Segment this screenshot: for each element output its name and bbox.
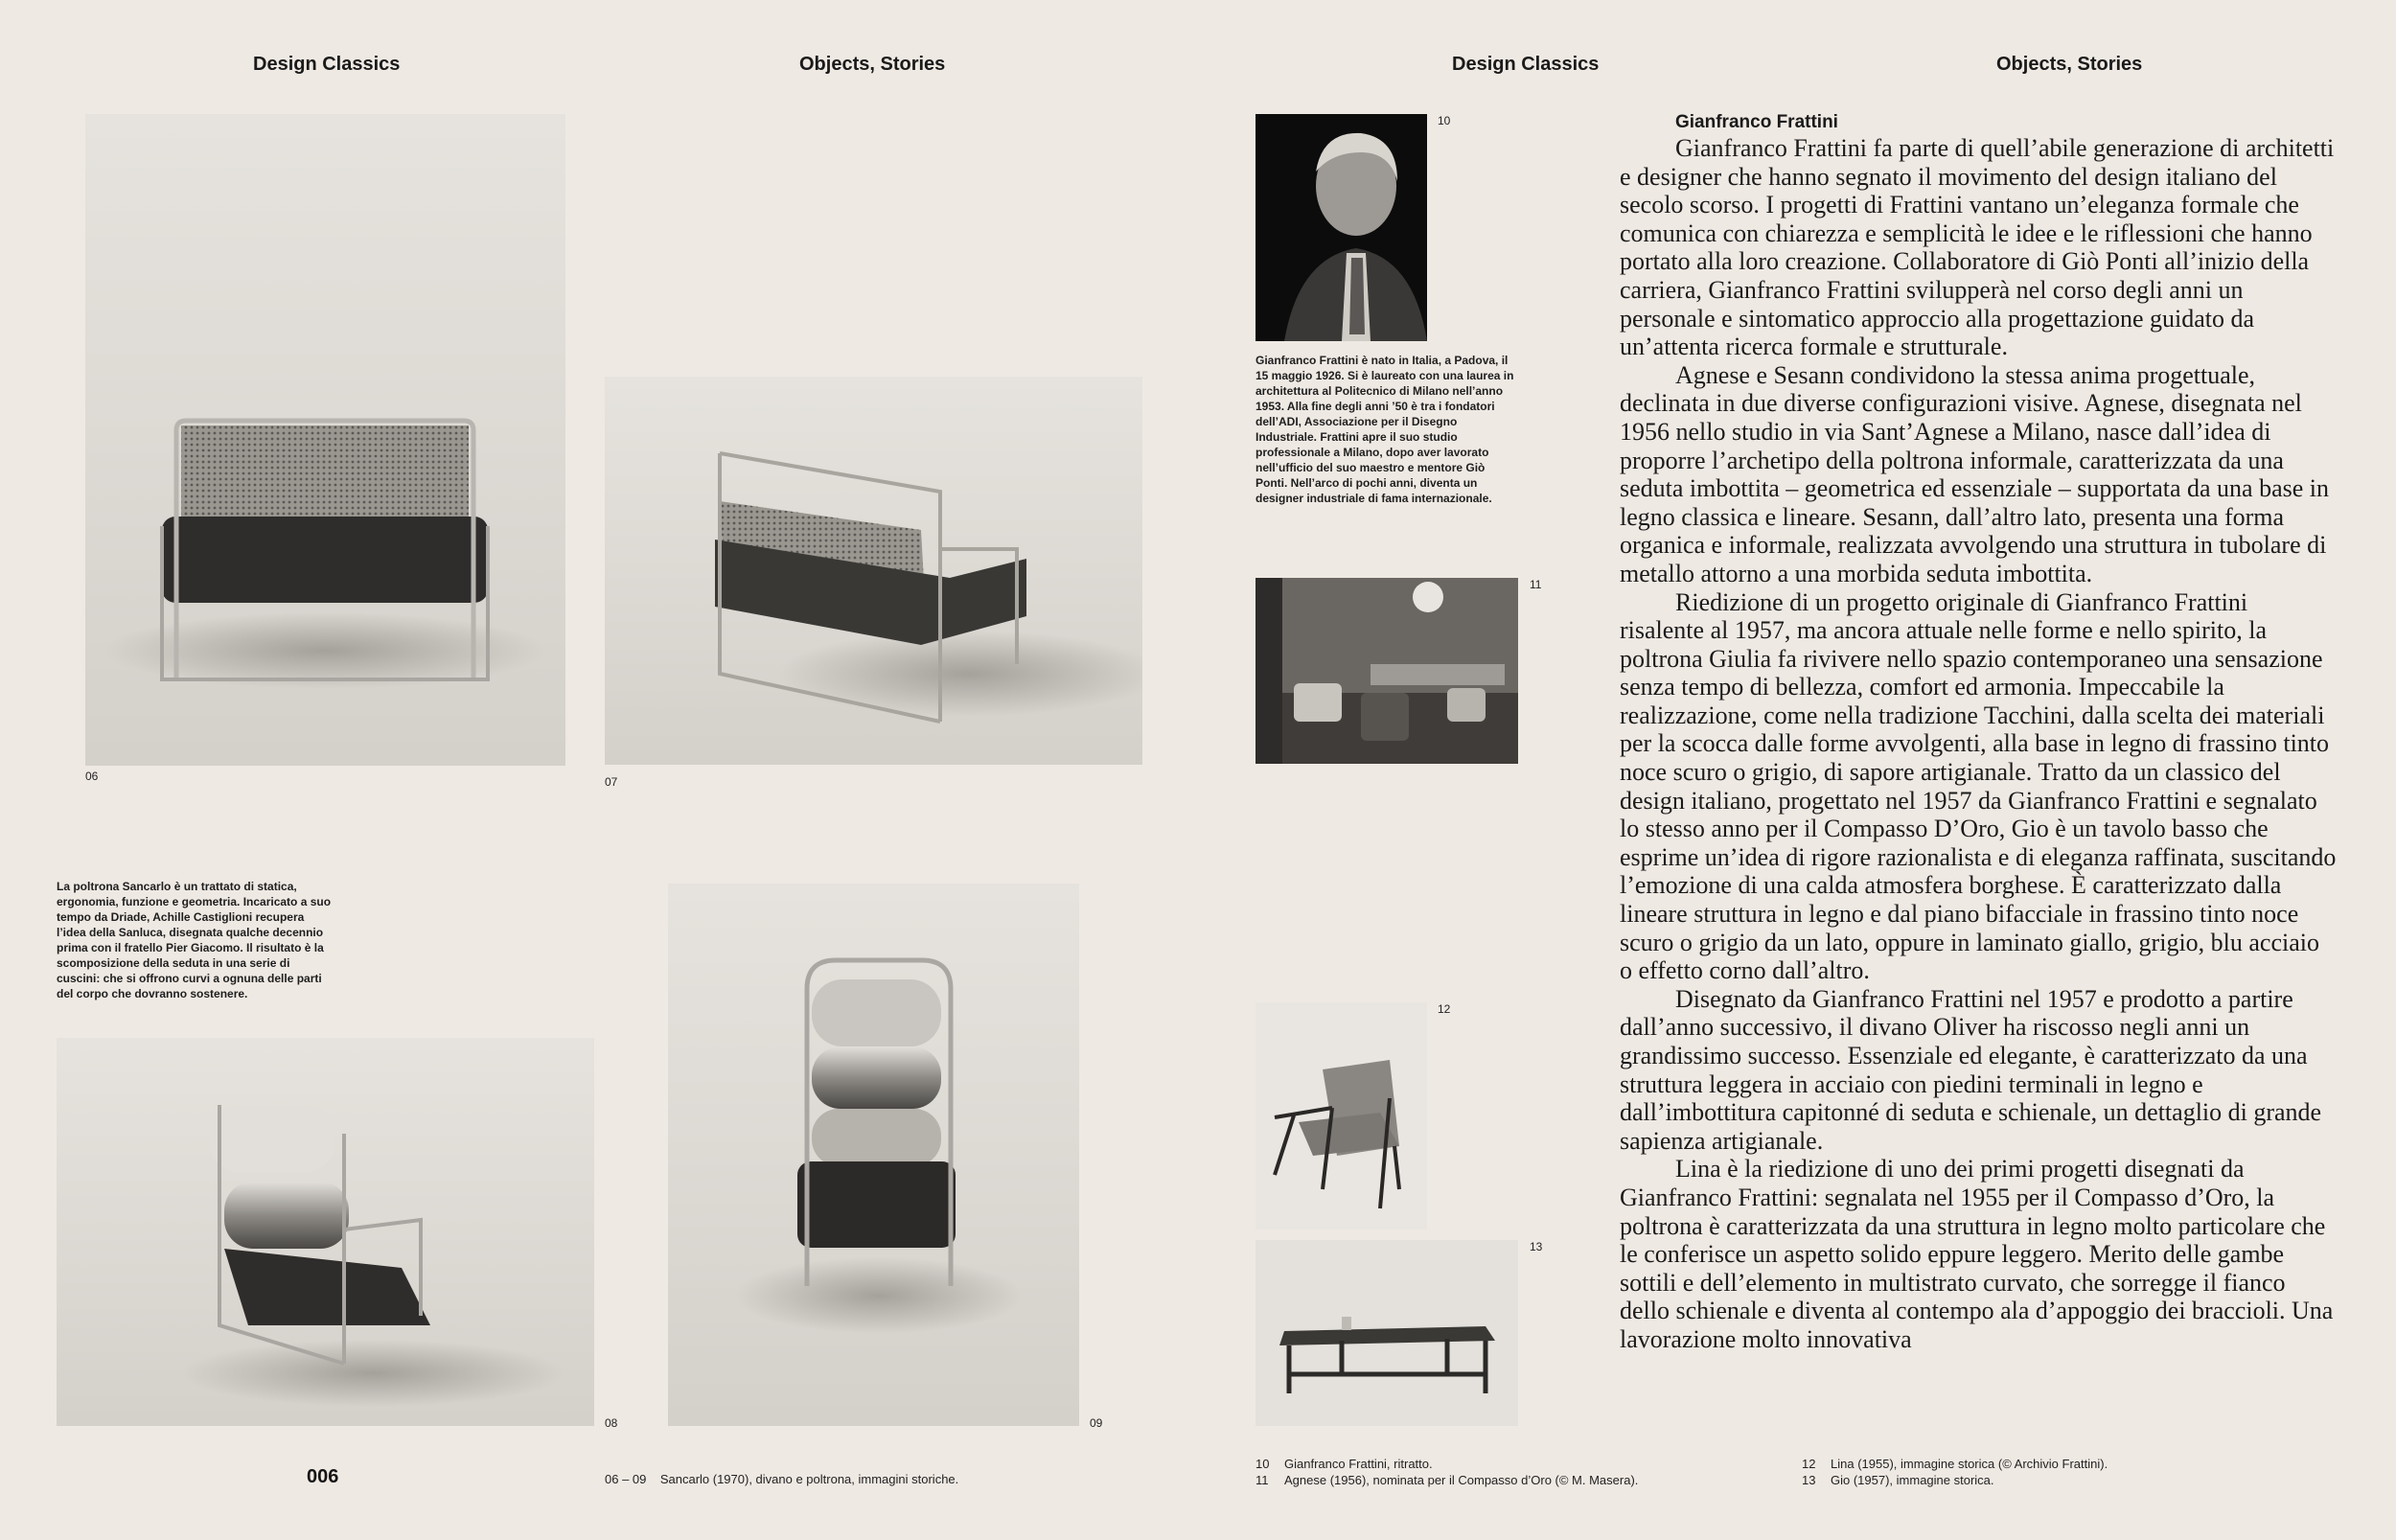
article-paragraph-1: Gianfranco Frattini fa parte di quell’abile generazione di architetti e designer che hanno segnato il movimento del design italiano del secolo scorso. I progetti di Frattini vantano un’eleganza formale che comunica con chiarezza e semplicità le idee e le riflessioni che hanno portato alla loro creazione. Collaboratore di Giò Ponti all’inizio della carriera, Gianfranco Frattini svilupperà nel corso degli anni un personale e sintomatico approccio alla progettazione guidato da un’attenta ricerca formale e strutturale. — [1620, 134, 2335, 361]
header-left-objects-stories: Objects, Stories — [799, 54, 946, 75]
caption-06-09-text: Sancarlo (1970), divano e poltrona, immagini storiche. — [659, 1472, 959, 1486]
photo-sancarlo-armchair-front — [668, 884, 1079, 1426]
article-paragraph-2: Agnese e Sesann condividono la stessa anima progettuale, declinata in due diverse configurazioni visive. Agnese, disegnata nel 1956 nello studio in via Sant’Agnese a Milano, nasce dall’idea di proporre l’archetipo della poltrona informale, caratterizzata da una seduta imbottita – geometrica ed essenziale – supportata da una base in legno classica e lineare. Sesann, dall’altro lato, presenta una forma organica e informale, realizzata avvolgendo una struttura in tubolare di metallo attorno a una morbida seduta imbottita. — [1620, 360, 2330, 587]
sancarlo-description: La poltrona Sancarlo è un trattato di statica, ergonomia, funzione e geometria. Incaricato a suo tempo da Driade, Achille Castiglioni recupera l’idea della Sanluca, disegnata qualche decennio prima con il fratello Pier Giacomo. Il risultato è la scomposizione della seduta in una serie di cuscini: che si offrono curvi a ognuna delle parti del corpo che dovranno sostenere. — [57, 880, 332, 1000]
caption-10: 10 Gianfranco Frattini, ritratto. — [1256, 1457, 1433, 1471]
figure-number-07: 07 — [605, 775, 618, 789]
caption-13: 13 Gio (1957), immagine storica. — [1802, 1473, 1994, 1487]
article-paragraph-4: Disegnato da Gianfranco Frattini nel 1957 e prodotto a partire dall’anno successivo, il divano Oliver ha riscosso negli anni un grandissimo successo. Essenziale ed elegante, è caratterizzato da una struttura leggera in acciaio con piedini terminali in legno e dall’imbottitura capitonné di seduta e schienale, un dettaglio di grande sapienza artigianale. — [1620, 984, 2322, 1155]
figure-number-08: 08 — [605, 1416, 618, 1430]
figure-number-13: 13 — [1530, 1240, 1543, 1253]
caption-06-09 — [605, 1471, 958, 1487]
frattini-biography: Gianfranco Frattini è nato in Italia, a Padova, il 15 maggio 1926. Si è laureato con una laurea in architettura al Politecnico di Milano nell’anno 1953. Alla fine degli anni ’50 è tra i fondatori dell’ADI, Associazione per il Disegno Industriale. Frattini apre il suo studio professionale a Milano, dopo aver lavorato nell’ufficio del suo maestro e mentore Giò Ponti. Nell’arco di pochi anni, diventa un designer industriale di fama internazionale. — [1256, 354, 1514, 505]
figure-number-11: 11 — [1530, 578, 1542, 591]
photo-sancarlo-armchair-side — [57, 1038, 594, 1426]
figure-number-06: 06 — [85, 770, 99, 783]
article-paragraph-3: Riedizione di un progetto originale di Gianfranco Frattini risalente al 1957, ma ancora attuale nelle forme e nello spirito, la poltrona Giulia fa rivivere nello spazio contemporaneo una sensazione senza tempo di bellezza, comfort ed armonia. Impeccabile la realizzazione, come nella tradizione Tacchini, dalla scelta dei materiali per la scocca dalle forme avvolgenti, alla base in legno di frassino tinto noce scuro o grigio, di sapore artigianale. Tratto da un classico del design italiano, progettato nel 1957 da Gianfranco Frattini e segnalato lo stesso anno per il Compasso D’Oro, Gio è un tavolo basso che esprime un’idea di rigore razionalista e di eleganza raffinata, suscitando l’emozione di una calda atmosfera borghese. È caratterizzato dalla lineare struttura in legno e dal piano bifacciale in frassino tinto noce scuro o grigio da un lato, oppure in laminato giallo, grigio, blu acciaio o effetto corno dall’altro. — [1620, 587, 2337, 985]
figure-number-10: 10 — [1438, 114, 1451, 127]
photo-sancarlo-sofa-front — [85, 114, 565, 766]
caption-12: 12 Lina (1955), immagine storica (© Archivio Frattini). — [1802, 1457, 2108, 1471]
captions-12-13 — [1802, 1456, 2377, 1488]
article-title: Gianfranco Frattini — [1675, 112, 1838, 132]
header-right-design-classics: Design Classics — [1452, 54, 1600, 75]
photo-lina-armchair — [1256, 1002, 1427, 1230]
article-paragraph-5: Lina è la riedizione di uno dei primi progetti disegnati da Gianfranco Frattini: segnalata nel 1955 per il Compasso d’Oro, la poltrona è caratterizzata da una struttura in legno molto particolare che le conferisce un aspetto solido eppure leggero. Merito delle gambe sottili e dell’elemento in multistrato curvato, che sorregge il fianco dello schienale e diventa al contempo ala d’appoggio dei braccioli. Una lavorazione molto innovativa — [1620, 1155, 2334, 1353]
captions-10-11 — [1256, 1456, 1831, 1488]
page-number: 006 — [307, 1466, 339, 1487]
figure-number-09: 09 — [1090, 1416, 1103, 1430]
article-body — [1620, 111, 2337, 1354]
photo-frattini-portrait — [1256, 114, 1427, 341]
photo-gio-table — [1256, 1240, 1518, 1426]
header-right-objects-stories: Objects, Stories — [1996, 54, 2143, 75]
photo-sancarlo-sofa-side — [605, 377, 1142, 765]
header-left-design-classics: Design Classics — [253, 54, 401, 75]
figure-number-12: 12 — [1438, 1002, 1451, 1016]
photo-agnese-interior — [1256, 578, 1518, 764]
caption-11: 11 Agnese (1956), nominata per il Compasso d’Oro (© M. Masera). — [1256, 1473, 1639, 1487]
caption-06-09-number: 06 – 09 — [605, 1472, 647, 1486]
